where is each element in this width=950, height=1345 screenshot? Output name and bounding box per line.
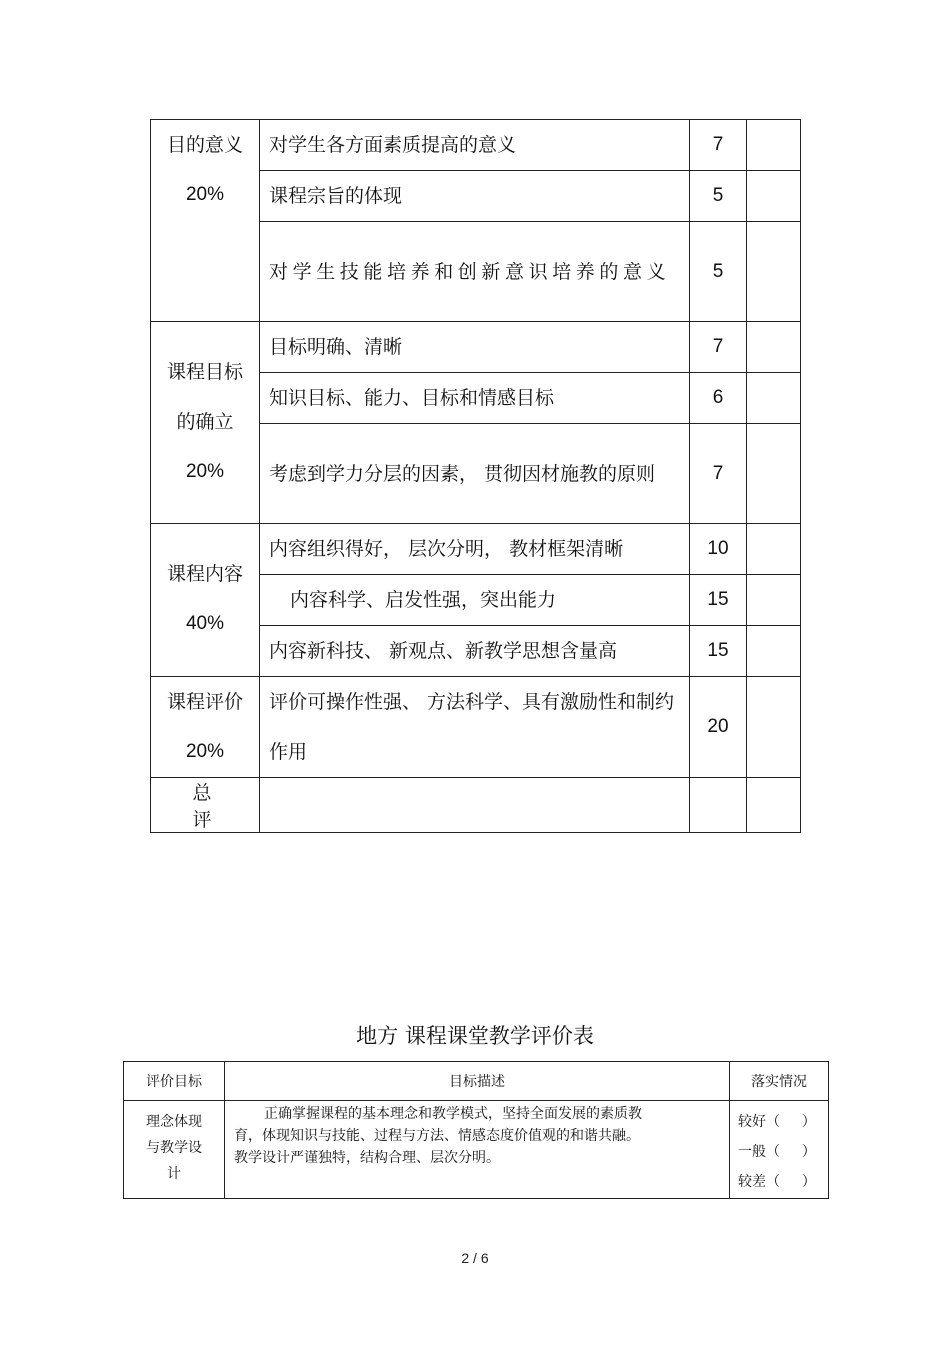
score-value: 5 [690, 222, 747, 322]
criterion-description: 对学生各方面素质提高的意义 [260, 120, 690, 171]
total-score-cell [690, 778, 747, 833]
category-cell: 课程目标 的确立 20% [151, 322, 260, 524]
rating-cell [747, 575, 801, 626]
table-title: 地方 课程课堂教学评价表 [356, 1024, 594, 1048]
score-value: 5 [690, 171, 747, 222]
score-value: 7 [690, 120, 747, 171]
total-label: 总评 [151, 778, 260, 833]
criterion-description: 考虑到学力分层的因素， 贯彻因材施教的原则 [260, 424, 690, 524]
evaluation-score-table [150, 119, 801, 833]
category-cell: 课程内容 40% [151, 524, 260, 677]
score-value: 7 [690, 322, 747, 373]
score-value: 7 [690, 424, 747, 524]
option-good: 较好（ ） [738, 1114, 816, 1130]
rating-cell [747, 677, 801, 778]
description-line: 育，体现知识与技能、过程与方法、情感态度价值观的和谐共融。 [234, 1128, 640, 1144]
criterion-description: 对学生技能培养和创新意识培养的意义 [260, 222, 690, 322]
implementation-cell [730, 1101, 829, 1199]
criterion-description: 课程宗旨的体现 [260, 171, 690, 222]
criterion-description: 内容科学、启发性强，突出能力 [260, 575, 690, 626]
rating-cell [747, 322, 801, 373]
goal-description-cell [225, 1101, 730, 1199]
option-poor: 较差（ ） [738, 1174, 816, 1190]
rating-cell [747, 222, 801, 322]
criterion-description: 内容新科技、 新观点、新教学思想含量高 [260, 626, 690, 677]
rating-cell [747, 524, 801, 575]
score-value: 20 [690, 677, 747, 778]
classroom-evaluation-table [123, 1061, 829, 1199]
category-cell: 目的意义 20% [151, 120, 260, 322]
header-goal: 评价目标 [124, 1062, 225, 1101]
criterion-description: 评价可操作性强、 方法科学、具有激励性和制约作用 [260, 677, 690, 778]
score-value: 10 [690, 524, 747, 575]
rating-cell [747, 120, 801, 171]
page-number: 2 / 6 [461, 1250, 489, 1266]
criterion-description: 目标明确、清晰 [260, 322, 690, 373]
rating-cell [747, 424, 801, 524]
score-value: 15 [690, 575, 747, 626]
rating-cell [747, 171, 801, 222]
category-cell: 课程评价 20% [151, 677, 260, 778]
description-line: 教学设计严谨独特，结构合理、层次分明。 [234, 1150, 500, 1166]
criterion-description: 内容组织得好， 层次分明， 教材框架清晰 [260, 524, 690, 575]
header-implementation: 落实情况 [730, 1062, 829, 1101]
option-average: 一般（ ） [738, 1144, 816, 1160]
rating-cell [747, 626, 801, 677]
rating-cell [747, 373, 801, 424]
criterion-description: 知识目标、能力、目标和情感目标 [260, 373, 690, 424]
goal-cell: 理念体现 与教学设 计 [124, 1101, 225, 1199]
header-description: 目标描述 [225, 1062, 730, 1101]
score-value: 6 [690, 373, 747, 424]
description-line: 正确掌握课程的基本理念和教学模式，坚持全面发展的素质教 [264, 1106, 642, 1122]
score-value: 15 [690, 626, 747, 677]
total-description-cell [260, 778, 690, 833]
total-rating-cell [747, 778, 801, 833]
